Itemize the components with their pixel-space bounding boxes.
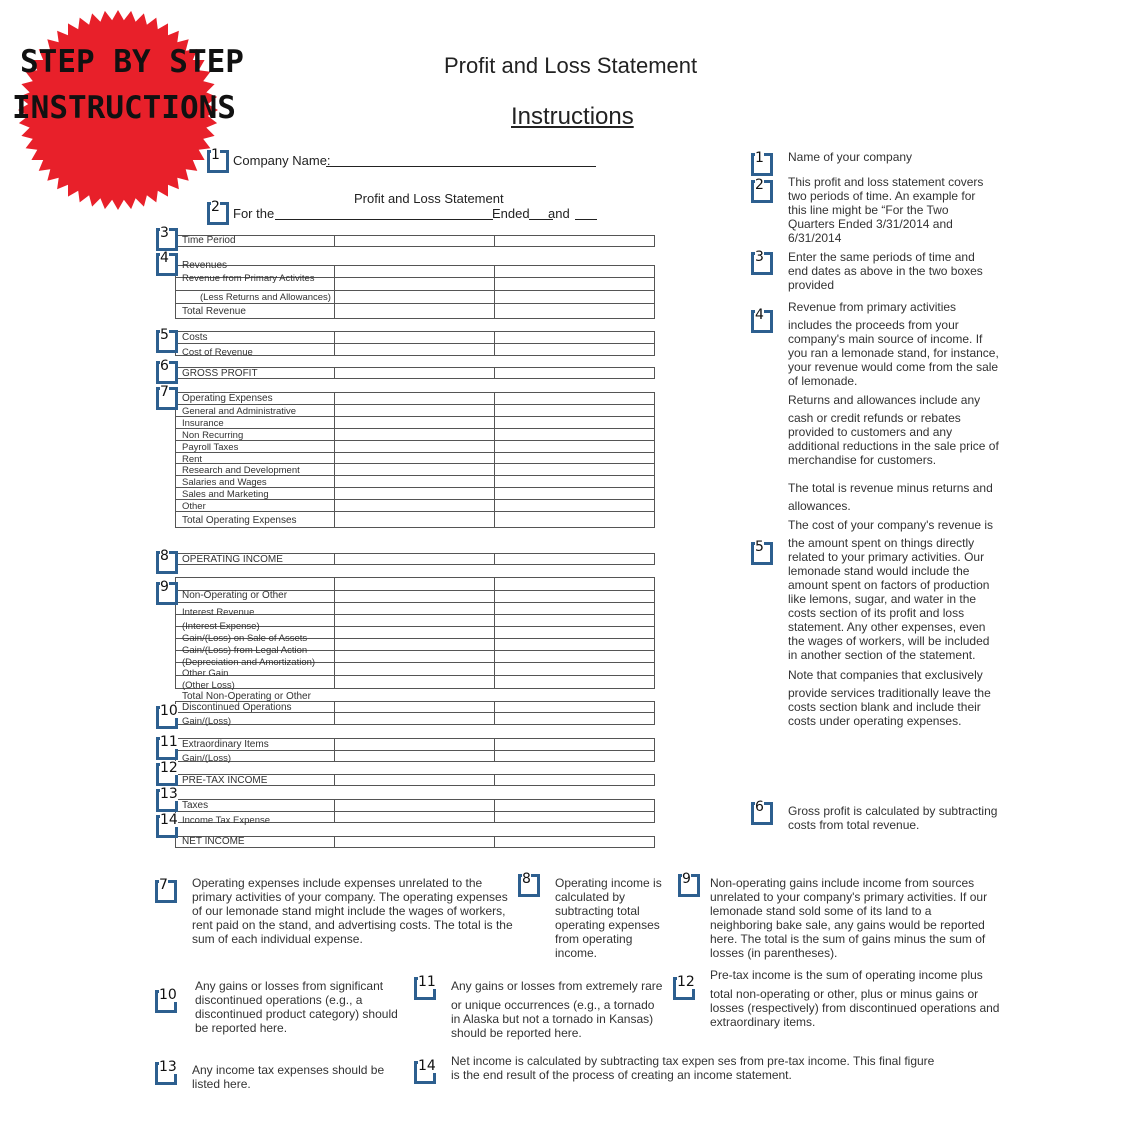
table-column-rule [334, 577, 335, 689]
note-marker-5: 5 [751, 542, 773, 565]
note-12b: total non-operating or other, plus or minus gains or losses (respectively) from discontinued operations and extraordinary items. [710, 987, 1000, 1029]
row-gross-profit: GROSS PROFIT [182, 368, 258, 379]
marker-7: 7 [156, 387, 178, 410]
row-revenues: Revenues [182, 260, 228, 271]
row-opex-item: Salaries and Wages [182, 477, 267, 488]
table-column-rule [654, 265, 655, 319]
table-rule [175, 331, 654, 332]
table-rule [175, 511, 654, 512]
table-column-rule [654, 577, 655, 689]
row-less-returns: (Less Returns and Allowances) [200, 292, 331, 303]
table-rule [175, 724, 654, 725]
table-rule [175, 811, 654, 812]
table-column-rule [494, 577, 495, 689]
row-non-operating: Non-Operating or Other [182, 590, 288, 601]
marker-14: 14 [156, 815, 178, 838]
row-time-period: Time Period [182, 235, 236, 246]
row-nonop-item: (Interest Expense) [182, 621, 260, 632]
table-column-rule [334, 392, 335, 528]
table-column-rule [654, 738, 655, 762]
note-7: Operating expenses include expenses unrelated to the primary activities of your company. The operating expenses of our lemonade stand might include the wages of workers, rent paid on the stand, and advertising costs. The total is the sum of each individual expense. [192, 876, 513, 946]
row-income-tax-expense: Income Tax Expense [182, 815, 271, 826]
note-1: Name of your company [788, 150, 913, 164]
row-cost-of-revenue: Cost of Revenue [182, 347, 253, 358]
note-5d: provide services traditionally leave the costs section blank and include their costs under operating expenses. [788, 686, 991, 728]
row-opex-item: General and Administrative [182, 406, 297, 417]
note-9: Non-operating gains include income from sources unrelated to your company's primary activities. If our lemonade stand sold some of its land to a neighboring bake sale, any gains would be reported here. The total is the sum of gains minus the sum of losses (in parentheses). [710, 876, 988, 960]
table-rule [175, 847, 654, 848]
table-column-rule [654, 235, 655, 247]
for-the-label: For the [233, 206, 275, 221]
table-column-rule [654, 367, 655, 379]
bottom-marker-13: 13 [155, 1062, 177, 1085]
table-rule [175, 343, 654, 344]
table-column-rule [494, 774, 495, 786]
row-opex-item: Payroll Taxes [182, 442, 239, 453]
and-label: and [548, 206, 570, 221]
table-rule [175, 527, 654, 528]
table-column-rule [654, 553, 655, 565]
row-operating-income: OPERATING INCOME [182, 554, 283, 565]
row-extra-gain: Gain/(Loss) [182, 753, 232, 764]
table-rule [175, 688, 654, 689]
note-5c: Note that companies that exclusively [788, 668, 983, 682]
table-column-rule [494, 836, 495, 848]
table-column-rule [654, 836, 655, 848]
note-14: Net income is calculated by subtracting tax expen ses from pre-tax income. This final figure is the end result of the process of creating an income statement. [451, 1054, 935, 1082]
row-nonop-item: Gain/(Loss) on Sale of Assets [182, 633, 308, 644]
row-nonop-item: Gain/(Loss) from Legal Action [182, 645, 308, 656]
bottom-marker-8: 8 [518, 874, 540, 897]
table-column-rule [334, 331, 335, 356]
row-revenue-primary: Revenue from Primary Activites [182, 273, 315, 284]
table-rule [175, 290, 654, 291]
table-rule [175, 761, 654, 762]
table-rule [175, 428, 654, 429]
table-rule [175, 836, 654, 837]
page-title: Profit and Loss Statement [444, 53, 698, 78]
table-rule [175, 463, 654, 464]
note-marker-3: 3 [751, 252, 773, 275]
row-nonop-item: (Depreciation and Amortization) [182, 657, 316, 668]
table-column-rule [494, 738, 495, 762]
note-5b: the amount spent on things directly related to your primary activities. Our lemonade stand would include the amount spent on factors of production like lemons, sugar, and water in the costs section of its profit and loss statement. Any other expenses, even the wages of workers, will be included in another section of the statement. [788, 536, 990, 662]
marker-6: 6 [156, 361, 178, 384]
note-10: Any gains or losses from significant discontinued operations (e.g., a discontinued product category) should be reported here. [195, 979, 398, 1035]
company-name-label: Company Name: [233, 153, 331, 168]
note-marker-2: 2 [751, 180, 773, 203]
row-opex-item: Insurance [182, 418, 224, 429]
row-opex-item: Non Recurring [182, 430, 244, 441]
table-column-rule [494, 553, 495, 565]
table-column-rule [334, 836, 335, 848]
row-nonop-item: Interest Revenue [182, 607, 255, 618]
note-6: Gross profit is calculated by subtracting costs from total revenue. [788, 804, 998, 832]
marker-8: 8 [156, 551, 178, 574]
table-column-rule [494, 331, 495, 356]
table-column-rule [654, 799, 655, 823]
table-rule [175, 404, 654, 405]
row-total-opex: Total Operating Expenses [182, 515, 297, 526]
badge-line-2: INSTRUCTIONS [12, 90, 236, 126]
bottom-marker-11: 11 [414, 977, 436, 1000]
table-column-rule [494, 799, 495, 823]
marker-9: 9 [156, 582, 178, 605]
table-column-rule [654, 392, 655, 528]
table-rule [175, 452, 654, 453]
row-discontinued: Discontinued Operations [182, 702, 292, 713]
note-4b: includes the proceeds from your company's main source of income. If you ran a lemonade stand, for instance, your revenue would come from the sale of lemonade. [788, 318, 999, 388]
note-12a: Pre-tax income is the sum of operating income plus [710, 968, 983, 982]
table-column-rule [334, 738, 335, 762]
note-11a: Any gains or losses from extremely rare [451, 979, 663, 993]
row-total-nonop: Total Non-Operating or Other [182, 691, 311, 702]
row-extraordinary: Extraordinary Items [182, 739, 269, 750]
note-13: Any income tax expenses should be listed here. [192, 1063, 385, 1091]
ended-label: Ended [492, 206, 530, 221]
table-rule [175, 602, 654, 603]
table-column-rule [334, 799, 335, 823]
table-rule [175, 265, 654, 266]
row-opex-item: Sales and Marketing [182, 489, 269, 500]
table-rule [175, 799, 654, 800]
bottom-marker-10: 10 [155, 990, 177, 1013]
row-total-revenue: Total Revenue [182, 306, 246, 317]
marker-10: 10 [156, 706, 178, 729]
row-nonop-item: (Other Loss) [182, 680, 235, 691]
bottom-marker-7: 7 [155, 880, 177, 903]
marker-12: 12 [156, 763, 178, 786]
row-nonop-item: Other Gain [182, 668, 229, 679]
table-rule [175, 246, 654, 247]
row-operating-expenses: Operating Expenses [182, 393, 273, 404]
bottom-marker-12: 12 [673, 977, 695, 1000]
table-column-rule [494, 392, 495, 528]
note-marker-4: 4 [751, 310, 773, 333]
page-subtitle: Instructions [511, 103, 634, 130]
note-5a: The cost of your company's revenue is [788, 518, 994, 532]
marker-1: 1 [207, 150, 229, 173]
table-rule [175, 303, 654, 304]
marker-2: 2 [207, 202, 229, 225]
marker-13: 13 [156, 789, 178, 812]
note-3: Enter the same periods of time and end dates as above in the two boxes provided [788, 250, 983, 292]
table-rule [175, 440, 654, 441]
table-column-rule [494, 367, 495, 379]
table-column-rule [334, 367, 335, 379]
table-column-rule [654, 774, 655, 786]
row-opex-item: Other [182, 501, 206, 512]
bottom-marker-9: 9 [678, 874, 700, 897]
statement-title: Profit and Loss Statement [354, 191, 504, 206]
table-column-rule [654, 331, 655, 356]
table-column-rule [175, 392, 176, 528]
note-4f: allowances. [788, 499, 851, 513]
marker-5: 5 [156, 330, 178, 353]
table-column-rule [494, 265, 495, 319]
table-column-rule [334, 701, 335, 725]
note-marker-6: 6 [751, 802, 773, 825]
table-column-rule [654, 701, 655, 725]
badge-line-1: STEP BY STEP [20, 44, 244, 80]
note-marker-1: 1 [751, 153, 773, 176]
row-taxes: Taxes [182, 800, 209, 811]
table-rule [175, 235, 654, 236]
note-11b: or unique occurrences (e.g., a tornado in Alaska but not a tornado in Kansas) should be reported here. [451, 998, 655, 1040]
table-rule [175, 577, 654, 578]
table-column-rule [334, 235, 335, 247]
marker-3: 3 [156, 228, 178, 251]
table-column-rule [334, 774, 335, 786]
table-column-rule [494, 235, 495, 247]
bottom-marker-14: 14 [414, 1061, 436, 1084]
note-4e: The total is revenue minus returns and [788, 481, 993, 495]
table-rule [175, 750, 654, 751]
table-column-rule [494, 701, 495, 725]
note-4a: Revenue from primary activities [788, 300, 957, 314]
table-column-rule [334, 265, 335, 319]
note-4d: cash or credit refunds or rebates provided to customers and any additional reductions in the sale price of merchandise for customers. [788, 411, 999, 467]
note-8: Operating income is calculated by subtracting total operating expenses from operating income. [555, 876, 662, 960]
row-opex-item: Research and Development [182, 465, 300, 476]
marker-4: 4 [156, 253, 178, 276]
note-2: This profit and loss statement covers two periods of time. An example for this line might be “For the Two Quarters Ended 3/31/2014 and 6/31/2014 [788, 175, 984, 245]
row-opex-item: Rent [182, 454, 203, 465]
row-pretax-income: PRE-TAX INCOME [182, 775, 268, 786]
table-rule [175, 318, 654, 319]
marker-11: 11 [156, 737, 178, 760]
row-disc-gain: Gain/(Loss) [182, 716, 232, 727]
row-net-income: NET INCOME [182, 836, 245, 847]
row-costs: Costs [182, 332, 208, 343]
note-4c: Returns and allowances include any [788, 393, 981, 407]
table-column-rule [334, 553, 335, 565]
table-rule [175, 675, 654, 676]
